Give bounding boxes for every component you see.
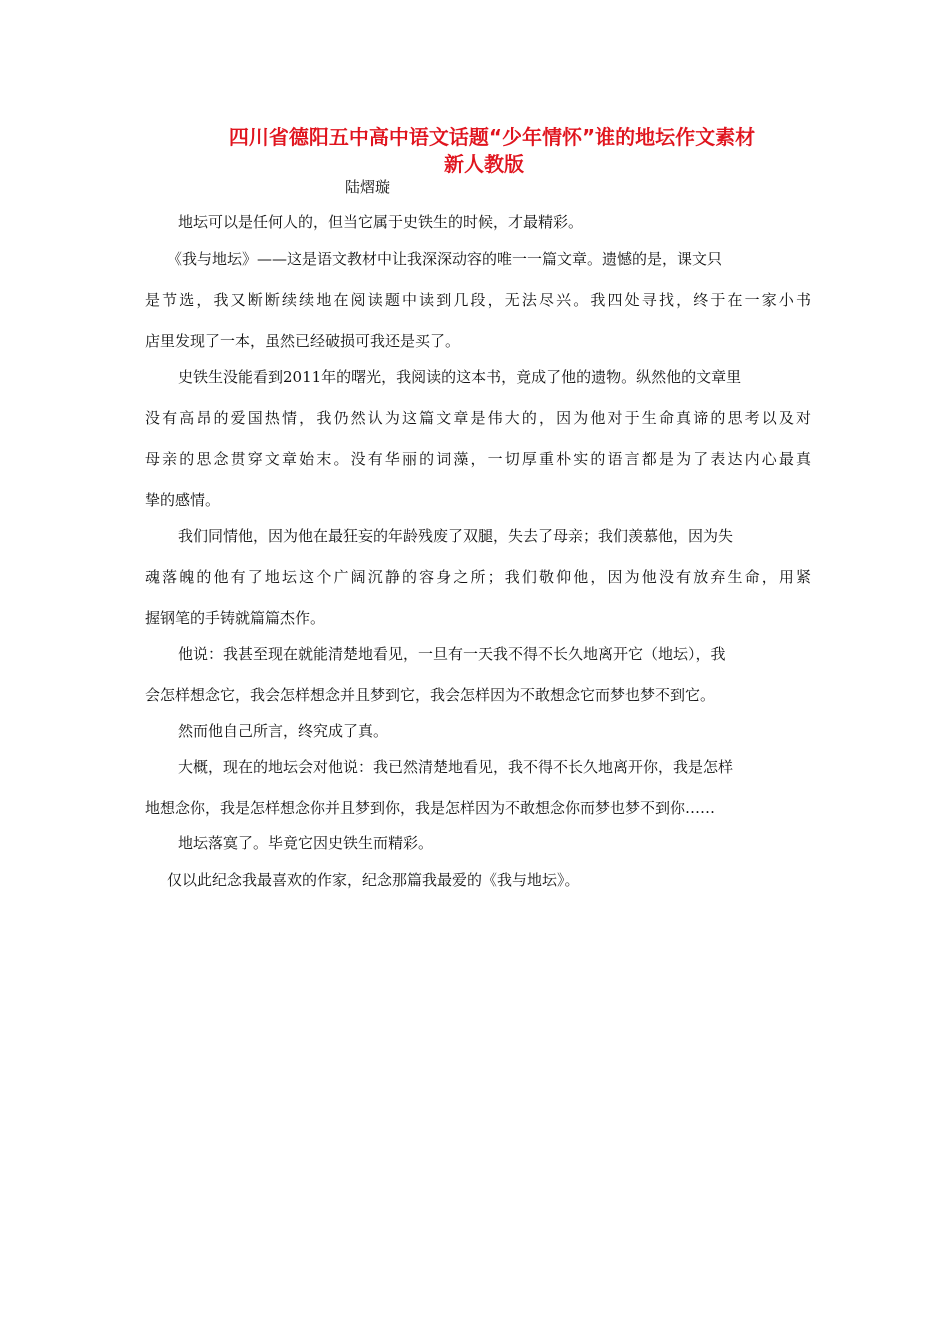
paragraph-4	[145, 516, 811, 639]
paragraph-line: 地想念你，我是怎样想念你并且梦到你，我是怎样因为不敢想念你而梦也梦不到你……	[145, 799, 716, 817]
paragraph-line: 地坛可以是任何人的，但当它属于史铁生的时候，才最精彩。	[178, 213, 584, 231]
paragraph-9	[145, 860, 811, 901]
paragraph-line: 店里发现了一本，虽然已经破损可我还是买了。	[145, 332, 461, 350]
paragraph-5	[145, 634, 811, 716]
document-title-line-1: 四川省德阳五中高中语文话题“少年情怀”谁的地坛作文素材	[228, 125, 756, 149]
paragraph-line: 我们同情他，因为他在最狂妄的年龄残废了双腿，失去了母亲；我们羡慕他，因为失	[178, 527, 734, 545]
paragraph-line: 地坛落寞了。毕竟它因史铁生而精彩。	[178, 834, 434, 852]
paragraph-line: 母亲的思念贯穿文章始末。没有华丽的词藻，一切厚重朴实的语言都是为了表达内心最真	[145, 450, 811, 468]
document-title-line-2: 新人教版	[444, 152, 524, 176]
paragraph-line: 他说：我甚至现在就能清楚地看见，一旦有一天我不得不长久地离开它（地坛），我	[178, 645, 726, 663]
paragraph-line: 《我与地坛》——这是语文教材中让我深深动容的唯一一篇文章。遗憾的是，课文只	[167, 250, 723, 268]
paragraph-line: 魂落魄的他有了地坛这个广阔沉静的容身之所；我们敬仰他，因为他没有放弃生命，用紧	[145, 568, 811, 586]
document-author: 陆熠璇	[345, 178, 391, 196]
paragraph-line: 然而他自己所言，终究成了真。	[178, 722, 389, 740]
paragraph-line: 大概，现在的地坛会对他说：我已然清楚地看见，我不得不长久地离开你，我是怎样	[178, 758, 734, 776]
paragraph-line: 史铁生没能看到2011年的曙光，我阅读的这本书，竟成了他的遗物。纵然他的文章里	[178, 368, 742, 386]
paragraph-3	[145, 357, 811, 521]
paragraph-8	[145, 823, 811, 864]
paragraph-1	[145, 202, 811, 243]
paragraph-line: 是节选，我又断断续续地在阅读题中读到几段，无法尽兴。我四处寻找，终于在一家小书	[145, 291, 811, 309]
paragraph-6	[145, 711, 811, 752]
paragraph-line: 握钢笔的手铸就篇篇杰作。	[145, 609, 326, 627]
paragraph-line: 仅以此纪念我最喜欢的作家，纪念那篇我最爱的《我与地坛》。	[167, 871, 580, 889]
paragraph-7	[145, 747, 811, 829]
paragraph-line: 没有高昂的爱国热情，我仍然认为这篇文章是伟大的，因为他对于生命真谛的思考以及对	[145, 409, 811, 427]
paragraph-line: 挚的感情。	[145, 491, 221, 509]
paragraph-line: 会怎样想念它，我会怎样想念并且梦到它，我会怎样因为不敢想念它而梦也梦不到它。	[145, 686, 716, 704]
paragraph-2	[145, 239, 811, 362]
